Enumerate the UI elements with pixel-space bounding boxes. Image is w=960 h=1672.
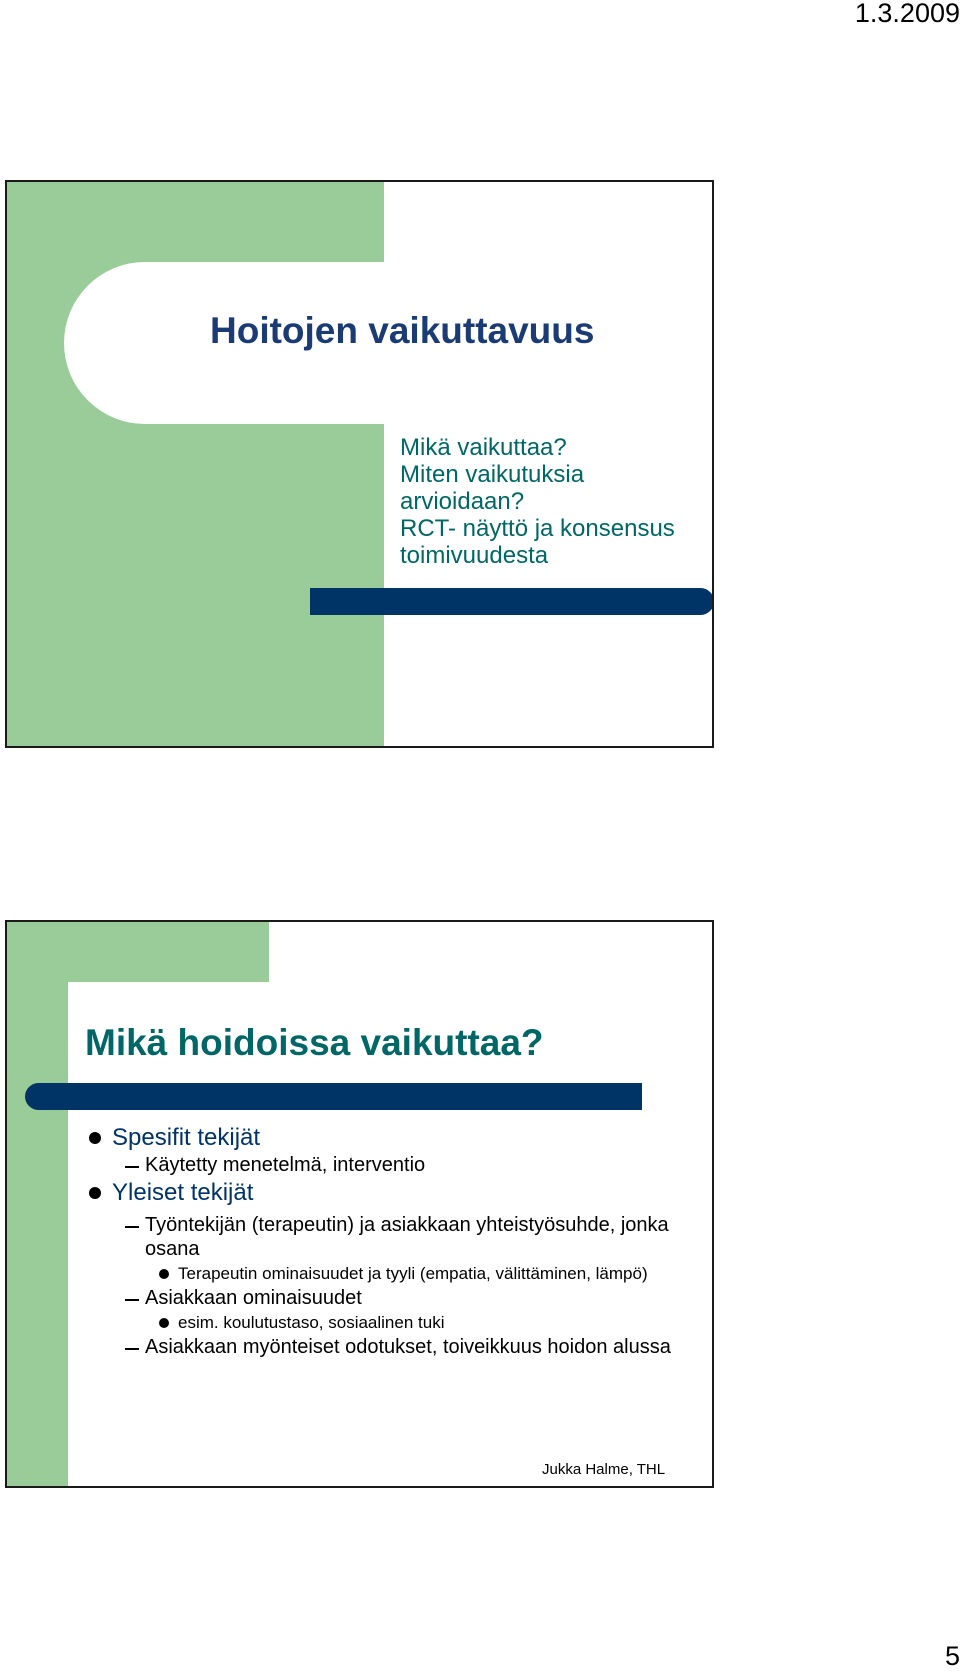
bullet-dash-icon — [125, 1348, 139, 1350]
bullet-list — [7, 1122, 712, 1359]
bullet-dash-icon — [125, 1226, 139, 1228]
slide-title-heading: Hoitojen vaikuttavuus — [210, 310, 595, 351]
slide-content — [5, 920, 714, 1488]
bullet-dot-icon — [159, 1318, 169, 1328]
bullet-item — [7, 1153, 685, 1177]
subtitle-line: toimivuudesta — [400, 542, 549, 569]
page-date: 1.3.2009 — [854, 0, 960, 28]
bullet-text: Asiakkaan ominaisuudet — [145, 1287, 362, 1309]
slide-subtitle — [400, 434, 705, 569]
navy-accent-bar — [310, 588, 714, 615]
bullet-text: Käytetty menetelmä, interventio — [145, 1154, 426, 1176]
bullet-dot-icon — [89, 1132, 101, 1144]
bullet-text: Työntekijän (terapeutin) ja asiakkaan yhteistyösuhde, jonka osana — [145, 1214, 669, 1260]
bullet-item — [7, 1261, 712, 1286]
bullet-item — [7, 1177, 712, 1208]
bullet-item — [7, 1213, 685, 1261]
bullet-item — [7, 1122, 712, 1153]
bullet-dot-icon — [89, 1187, 101, 1199]
subtitle-line: arvioidaan? — [400, 488, 525, 515]
page-number: 5 — [944, 1641, 960, 1671]
bullet-text: esim. koulutustaso, sosiaalinen tuki — [178, 1313, 445, 1332]
subtitle-line: Mikä vaikuttaa? — [400, 434, 567, 461]
slide-title — [5, 180, 714, 748]
green-strip — [7, 922, 269, 982]
bullet-dash-icon — [125, 1299, 139, 1301]
subtitle-line: RCT- näyttö ja konsensus — [400, 515, 675, 542]
subtitle-line: Miten vaikutuksia — [400, 461, 585, 488]
bullet-dot-icon — [159, 1269, 169, 1279]
slide-footer: Jukka Halme, THL — [542, 1461, 666, 1478]
slide-title-heading: Mikä hoidoissa vaikuttaa? — [85, 1022, 544, 1063]
bullet-text: Yleiset tekijät — [112, 1179, 254, 1206]
navy-accent-bar — [25, 1083, 642, 1110]
bullet-text: Spesifit tekijät — [112, 1124, 261, 1151]
bullet-text: Terapeutin ominaisuudet ja tyyli (empatia, välittäminen, lämpö) — [178, 1264, 648, 1283]
bullet-item — [7, 1335, 685, 1359]
bullet-text: Asiakkaan myönteiset odotukset, toiveikkuus hoidon alussa — [145, 1336, 671, 1358]
bullet-item — [7, 1310, 712, 1335]
bullet-dash-icon — [125, 1166, 139, 1168]
bullet-item — [7, 1286, 685, 1310]
